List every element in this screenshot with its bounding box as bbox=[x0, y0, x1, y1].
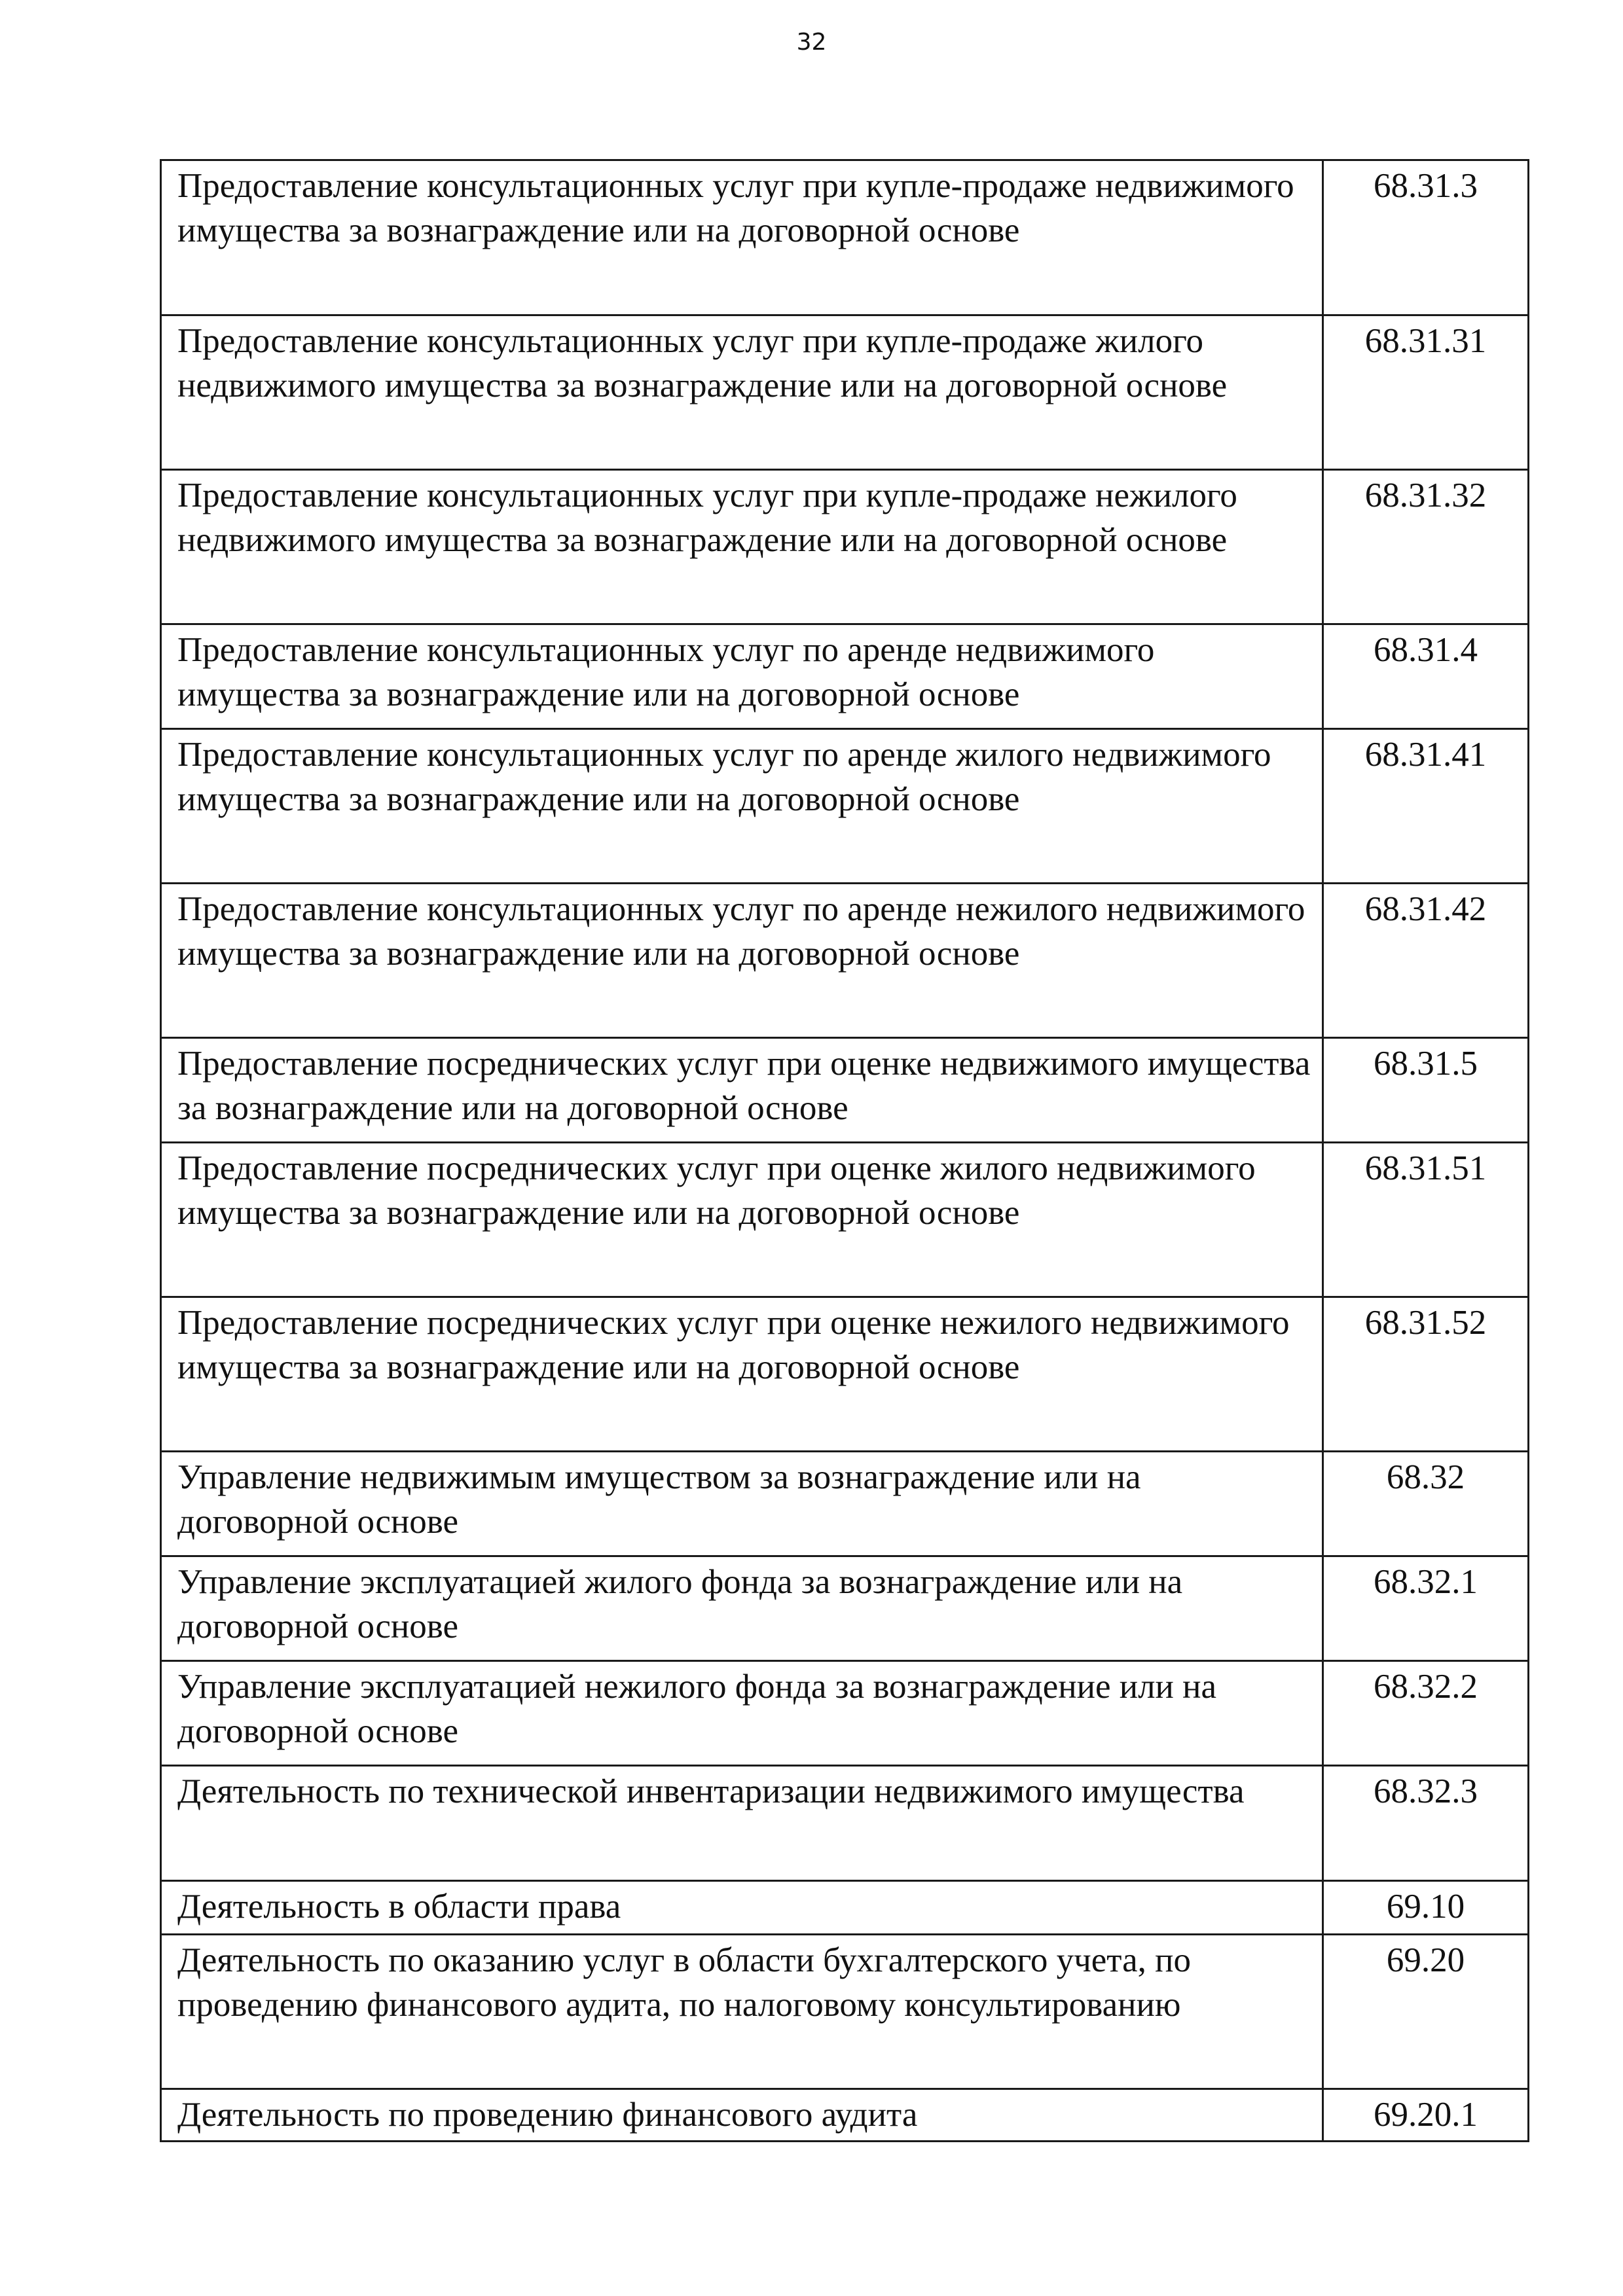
table-row bbox=[161, 1556, 1529, 1661]
page-number: 32 bbox=[796, 29, 827, 56]
table-row bbox=[161, 1297, 1529, 1452]
table-row bbox=[161, 624, 1529, 729]
activity-code: 68.32.2 bbox=[1323, 1661, 1529, 1766]
table-row bbox=[161, 160, 1529, 315]
activity-code: 68.31.41 bbox=[1323, 729, 1529, 884]
activity-description: Предоставление консультационных услуг при купле-продаже жилого недвижимого имущества за вознаграждение или на договорной основе bbox=[161, 315, 1323, 470]
table-row bbox=[161, 729, 1529, 884]
activity-code: 68.32.3 bbox=[1323, 1766, 1529, 1881]
activity-description: Предоставление посреднических услуг при оценке недвижимого имущества за вознаграждение или на договорной основе bbox=[161, 1038, 1323, 1143]
activity-description: Предоставление посреднических услуг при оценке нежилого недвижимого имущества за вознаграждение или на договорной основе bbox=[161, 1297, 1323, 1452]
table-row bbox=[161, 470, 1529, 624]
activity-code: 68.32 bbox=[1323, 1452, 1529, 1556]
activity-description: Предоставление консультационных услуг по аренде нежилого недвижимого имущества за вознаграждение или на договорной основе bbox=[161, 884, 1323, 1038]
table-row bbox=[161, 1935, 1529, 2089]
table-row bbox=[161, 1143, 1529, 1297]
activity-code: 69.20 bbox=[1323, 1935, 1529, 2089]
activity-description: Управление недвижимым имуществом за вознаграждение или на договорной основе bbox=[161, 1452, 1323, 1556]
activity-code: 68.31.31 bbox=[1323, 315, 1529, 470]
activity-description: Деятельность в области права bbox=[161, 1881, 1323, 1935]
activity-code: 68.31.3 bbox=[1323, 160, 1529, 315]
activity-code: 68.31.52 bbox=[1323, 1297, 1529, 1452]
table-row bbox=[161, 1038, 1529, 1143]
activity-code: 68.31.51 bbox=[1323, 1143, 1529, 1297]
activity-description: Управление эксплуатацией нежилого фонда за вознаграждение или на договорной основе bbox=[161, 1661, 1323, 1766]
activity-description: Предоставление консультационных услуг по аренде жилого недвижимого имущества за вознаграждение или на договорной основе bbox=[161, 729, 1323, 884]
table-row bbox=[161, 884, 1529, 1038]
table-row bbox=[161, 2089, 1529, 2142]
activity-description: Деятельность по оказанию услуг в области бухгалтерского учета, по проведению финансового аудита, по налоговому консультированию bbox=[161, 1935, 1323, 2089]
activity-description: Предоставление консультационных услуг при купле-продаже недвижимого имущества за вознаграждение или на договорной основе bbox=[161, 160, 1323, 315]
activity-description: Предоставление консультационных услуг по аренде недвижимого имущества за вознаграждение или на договорной основе bbox=[161, 624, 1323, 729]
activity-code: 68.31.5 bbox=[1323, 1038, 1529, 1143]
activity-description: Управление эксплуатацией жилого фонда за вознаграждение или на договорной основе bbox=[161, 1556, 1323, 1661]
table-row bbox=[161, 1661, 1529, 1766]
activity-codes-table bbox=[160, 159, 1529, 2142]
table-row bbox=[161, 315, 1529, 470]
table-row bbox=[161, 1881, 1529, 1935]
activity-code: 69.10 bbox=[1323, 1881, 1529, 1935]
activity-code: 68.31.32 bbox=[1323, 470, 1529, 624]
activity-code: 68.32.1 bbox=[1323, 1556, 1529, 1661]
activity-code: 68.31.4 bbox=[1323, 624, 1529, 729]
activity-code: 69.20.1 bbox=[1323, 2089, 1529, 2142]
table-row bbox=[161, 1766, 1529, 1881]
table-row bbox=[161, 1452, 1529, 1556]
activity-code: 68.31.42 bbox=[1323, 884, 1529, 1038]
activity-description: Деятельность по технической инвентаризации недвижимого имущества bbox=[161, 1766, 1323, 1881]
activity-description: Деятельность по проведению финансового аудита bbox=[161, 2089, 1323, 2142]
activity-description: Предоставление консультационных услуг при купле-продаже нежилого недвижимого имущества за вознаграждение или на договорной основе bbox=[161, 470, 1323, 624]
activity-description: Предоставление посреднических услуг при оценке жилого недвижимого имущества за вознаграждение или на договорной основе bbox=[161, 1143, 1323, 1297]
